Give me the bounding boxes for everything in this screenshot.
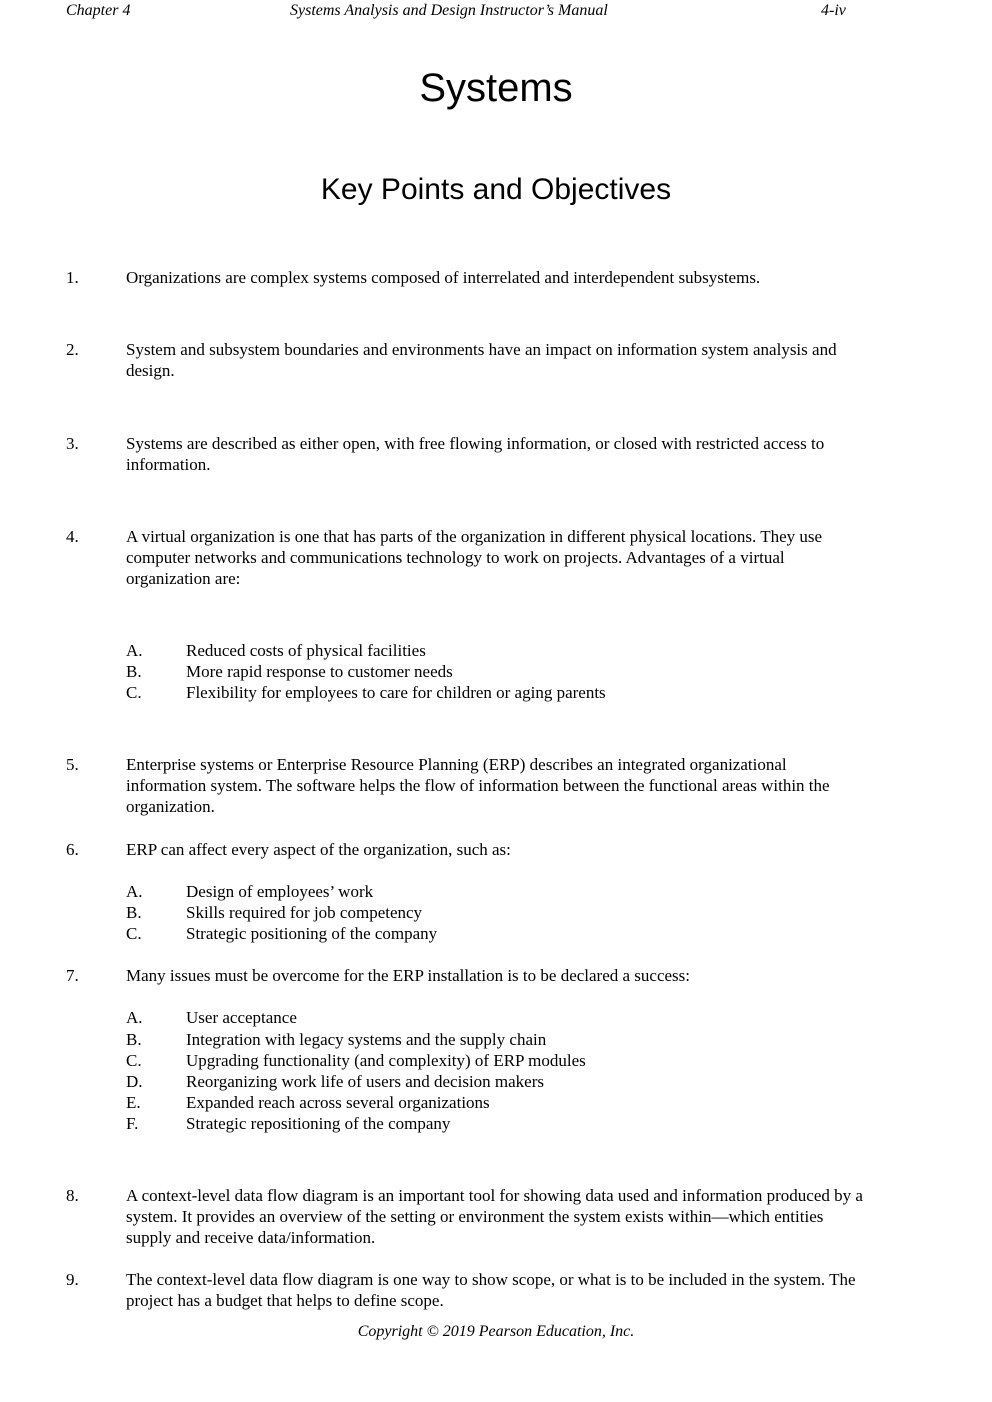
item-number: 3.	[66, 434, 79, 453]
sub-item-text: More rapid response to customer needs	[186, 662, 453, 681]
item-number: 6.	[66, 840, 79, 859]
item-text	[126, 754, 830, 817]
item-line: System and subsystem boundaries and environments have an impact on information system analysis and	[126, 340, 837, 359]
sub-item-text: Strategic repositioning of the company	[186, 1114, 451, 1133]
sub-item-text: Design of employees’ work	[186, 882, 374, 901]
item-number: 7.	[66, 966, 79, 985]
header-chapter: Chapter 4	[66, 2, 131, 19]
item-line: project has a budget that helps to define scope.	[126, 1291, 444, 1310]
sub-item-text: User acceptance	[186, 1008, 297, 1027]
sub-item-letter: A.	[126, 1008, 143, 1027]
sub-item-letter: B.	[126, 662, 142, 681]
item-number: 1.	[66, 268, 79, 287]
header-page-number: 4-iv	[821, 2, 846, 19]
item-line: ERP can affect every aspect of the organization, such as:	[126, 840, 511, 859]
sub-item-letter: B.	[126, 1030, 142, 1049]
sub-item-text: Strategic positioning of the company	[186, 924, 438, 943]
sub-item-text: Integration with legacy systems and the supply chain	[186, 1030, 547, 1049]
item-text	[126, 267, 760, 288]
page-title: Systems	[419, 66, 573, 110]
sub-item-text: Expanded reach across several organizations	[186, 1093, 490, 1112]
item-text	[126, 339, 837, 381]
item-line: information.	[126, 455, 211, 474]
item-line: Enterprise systems or Enterprise Resource Planning (ERP) describes an integrated organizational	[126, 755, 787, 774]
item-number: 2.	[66, 340, 79, 359]
item-line: computer networks and communications technology to work on projects. Advantages of a virtual	[126, 548, 785, 567]
item-line: organization are:	[126, 569, 241, 588]
item-line: Systems are described as either open, with free flowing information, or closed with restricted access to	[126, 434, 825, 453]
item-line: information system. The software helps the flow of information between the functional areas within the	[126, 776, 830, 795]
item-line: The context-level data flow diagram is one way to show scope, or what is to be included in the system. The	[126, 1270, 856, 1289]
item-line: A virtual organization is one that has parts of the organization in different physical locations. They use	[126, 527, 823, 546]
sub-item-text: Flexibility for employees to care for children or aging parents	[186, 683, 606, 702]
sub-item-letter: B.	[126, 903, 142, 922]
section-title: Key Points and Objectives	[320, 173, 672, 206]
sub-item-text: Upgrading functionality (and complexity) of ERP modules	[186, 1051, 586, 1070]
sub-item-letter: C.	[126, 1051, 142, 1070]
item-text	[126, 526, 822, 589]
item-number: 5.	[66, 755, 79, 774]
sub-item-letter: C.	[126, 683, 142, 702]
item-line: supply and receive data/information.	[126, 1228, 376, 1247]
item-number: 4.	[66, 527, 79, 546]
sub-item-letter: F.	[126, 1114, 139, 1133]
sub-item-text: Skills required for job competency	[186, 903, 423, 922]
item-text	[126, 433, 824, 475]
item-line: design.	[126, 361, 175, 380]
header-book-title: Systems Analysis and Design Instructor’s Manual	[290, 2, 608, 19]
item-text	[126, 1269, 856, 1311]
item-text	[126, 1185, 863, 1248]
sub-item-letter: E.	[126, 1093, 141, 1112]
sub-item-letter: D.	[126, 1072, 143, 1091]
item-line: organization.	[126, 797, 215, 816]
sub-item-letter: A.	[126, 882, 143, 901]
item-line: system. It provides an overview of the setting or environment the system exists within—which entities	[126, 1207, 824, 1226]
sub-item-letter: C.	[126, 924, 142, 943]
item-line: Many issues must be overcome for the ERP installation is to be declared a success:	[126, 966, 691, 985]
item-number: 9.	[66, 1270, 79, 1289]
item-line: A context-level data flow diagram is an important tool for showing data used and information produced by a	[126, 1186, 863, 1205]
copyright-footer: Copyright © 2019 Pearson Education, Inc.	[357, 1323, 635, 1340]
item-text	[126, 839, 511, 860]
sub-item-letter: A.	[126, 641, 143, 660]
item-line: Organizations are complex systems composed of interrelated and interdependent subsystems.	[126, 268, 761, 287]
sub-item-text: Reduced costs of physical facilities	[186, 641, 426, 660]
sub-item-text: Reorganizing work life of users and decision makers	[186, 1072, 545, 1091]
item-text	[126, 965, 690, 986]
item-number: 8.	[66, 1186, 79, 1205]
